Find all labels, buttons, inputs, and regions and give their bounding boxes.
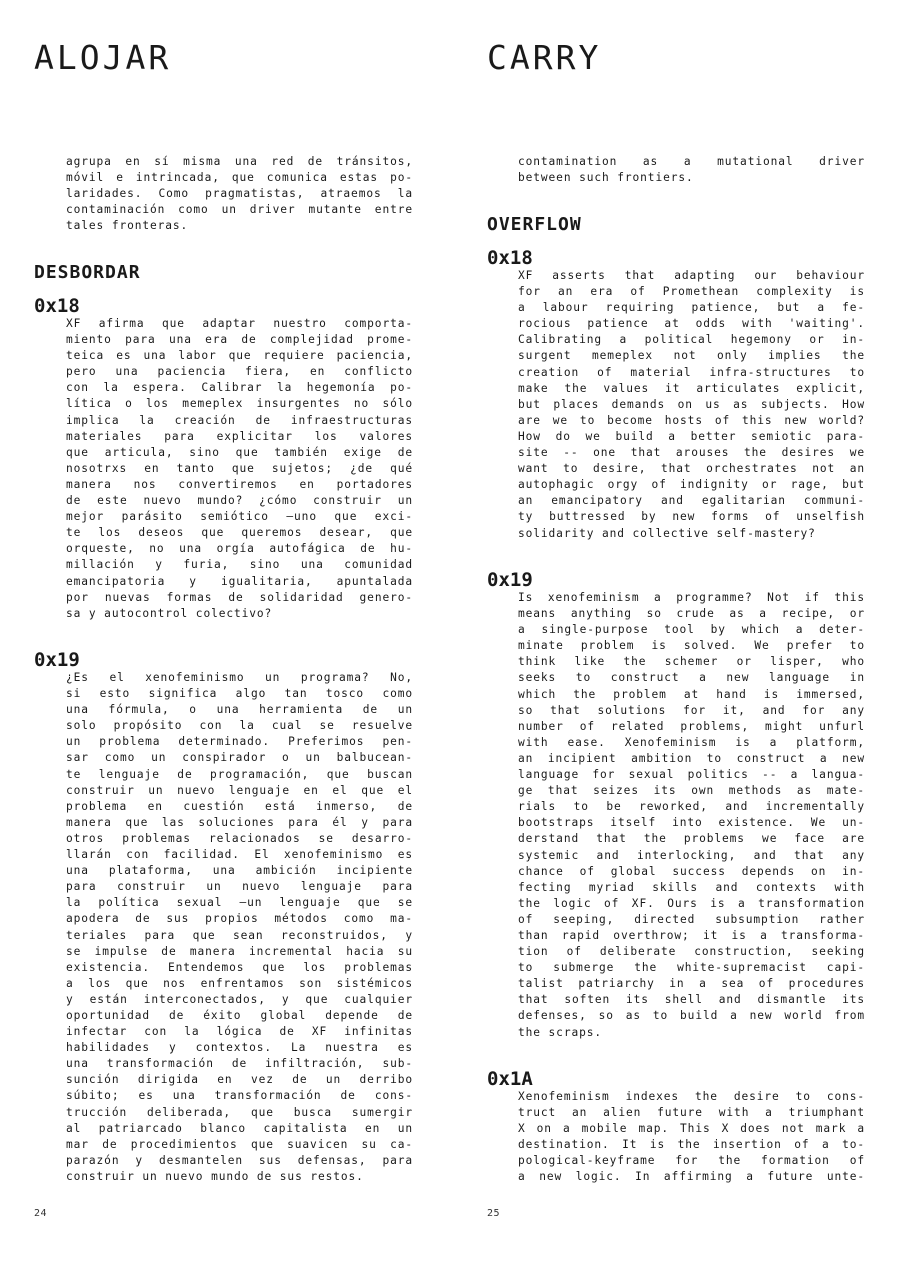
section-title: OVERFLOW xyxy=(487,214,582,235)
text-line: which the problem at hand is immersed, xyxy=(518,687,865,701)
text-line: X on a mobile map. This X does not mark a xyxy=(518,1122,865,1136)
text-line: laridades. Como pragmatistas, atraemos la xyxy=(66,187,413,201)
text-line: tales fronteras. xyxy=(66,219,189,233)
text-line: con la espera. Calibrar la hegemonía po- xyxy=(66,381,413,395)
text-line: a single-purpose tool by which a deter- xyxy=(518,623,865,637)
text-line: oportunidad de éxito global depende de xyxy=(66,1008,413,1022)
text-line: al patriarcado blanco capitalista en un xyxy=(66,1121,413,1135)
text-line: agrupa en sí misma una red de tránsitos, xyxy=(66,155,413,168)
text-line: implica la creación de infraestructuras xyxy=(66,413,413,427)
entry-code: 0x18 xyxy=(487,247,533,269)
entry-code: 0x1A xyxy=(487,1068,533,1090)
entry-paragraph xyxy=(518,268,865,542)
text-line: pero una paciencia fiera, en conflicto xyxy=(66,365,413,379)
text-line: la política sexual —un lenguaje que se xyxy=(66,896,413,910)
text-line: una fórmula, o una herramienta de un xyxy=(66,703,413,717)
text-line: with ease. Xenofeminism is a platform, xyxy=(518,735,865,749)
text-line: móvil e intrincada, que comunica estas po- xyxy=(66,171,413,185)
text-line: problema en cuestión está inmerso, de xyxy=(66,799,413,813)
text-line: contamination as a mutational driver xyxy=(518,155,865,168)
text-line: Calibrating a political hegemony or in- xyxy=(518,333,865,347)
text-line: que articula, sino que también exige de xyxy=(66,445,413,459)
text-line: sar como un conspirador o un balbucean- xyxy=(66,751,413,765)
text-line: bootstraps itself into existence. We un- xyxy=(518,816,865,830)
text-line: are we to become hosts of this new world? xyxy=(518,413,865,427)
intro-paragraph xyxy=(66,154,413,234)
text-line: trucción deliberada, que busca sumergir xyxy=(66,1105,413,1119)
text-line: otros problemas relacionados se desarro- xyxy=(66,831,413,845)
text-line: so that solutions for it, and for any xyxy=(518,703,865,717)
text-line: to submerge the white-supremacist capi- xyxy=(518,961,865,975)
text-line: parazón y desmantelen sus defensas, para xyxy=(66,1153,413,1167)
text-line: surgent memeplex not only implies the xyxy=(518,349,865,363)
text-line: mejor parásito semiótico —uno que exci- xyxy=(66,510,413,524)
entry-code: 0x19 xyxy=(487,569,533,591)
text-line: ty buttressed by new forms of unselfish xyxy=(518,510,865,524)
text-line: systemic and interlocking, and that any xyxy=(518,848,865,862)
text-line: un problema determinado. Preferimos pen- xyxy=(66,735,413,749)
text-line: How do we build a better semiotic para- xyxy=(518,429,865,443)
text-line: make the values it articulates explicit, xyxy=(518,381,865,395)
text-line: defenses, so as to build a new world from xyxy=(518,1009,865,1023)
text-line: a new logic. In affirming a future unte- xyxy=(518,1170,865,1184)
text-line: una transformación de infiltración, sub- xyxy=(66,1057,413,1071)
text-line: for an era of Promethean complexity is xyxy=(518,285,865,299)
text-line: para construir un nuevo lenguaje para xyxy=(66,880,413,894)
text-line: the scraps. xyxy=(518,1025,602,1039)
entry-paragraph xyxy=(66,316,413,622)
text-line: but places demands on us as subjects. How xyxy=(518,397,865,411)
entry-paragraph xyxy=(518,590,865,1041)
text-line: of seeping, directed subsumption rather xyxy=(518,912,865,926)
text-line: por nuevas formas de solidaridad genero- xyxy=(66,590,413,604)
text-line: want to desire, that orchestrates not an xyxy=(518,462,865,476)
text-line: solidarity and collective self-mastery? xyxy=(518,526,816,540)
page-title: CARRY xyxy=(487,38,602,77)
text-line: between such frontiers. xyxy=(518,171,694,185)
text-line: habilidades y contextos. La nuestra es xyxy=(66,1041,413,1055)
text-line: emancipatoria y igualitaria, apuntalada xyxy=(66,574,413,588)
text-line: manera nos convertiremos en portadores xyxy=(66,477,413,491)
text-line: miento para una era de complejidad prome- xyxy=(66,333,413,347)
text-line: manera que las soluciones para él y para xyxy=(66,815,413,829)
text-line: sunción dirigida en vez de un derribo xyxy=(66,1073,413,1087)
text-line: tion of deliberate construction, seeking xyxy=(518,945,865,959)
text-line: teriales para que sean reconstruidos, y xyxy=(66,928,413,942)
text-line: autophagic orgy of indignity or rage, but xyxy=(518,478,865,492)
text-line: XF asserts that adapting our behaviour xyxy=(518,269,865,282)
text-line: talist patriarchy in a sea of procedures xyxy=(518,977,865,991)
entry-code: 0x19 xyxy=(34,649,80,671)
text-line: think like the schemer or lisper, who xyxy=(518,655,865,669)
text-line: language for sexual politics -- a langua- xyxy=(518,768,865,782)
text-line: una plataforma, una ambición incipiente xyxy=(66,864,413,878)
text-line: rials to be reworked, and incrementally xyxy=(518,800,865,814)
text-line: means anything so crude as a recipe, or xyxy=(518,607,865,621)
text-line: rocious patience at odds with 'waiting'. xyxy=(518,317,865,331)
right-page xyxy=(453,0,906,1280)
text-line: construir un nuevo lenguaje en el que el xyxy=(66,783,413,797)
text-line: nosotrxs en tanto que sujetos; ¿de qué xyxy=(66,461,413,475)
text-line: creation of material infra-structures to xyxy=(518,365,865,379)
page-number: 24 xyxy=(34,1208,48,1219)
intro-paragraph xyxy=(518,154,865,186)
text-line: Xenofeminism indexes the desire to cons- xyxy=(518,1090,865,1103)
text-line: te los deseos que queremos desear, que xyxy=(66,526,413,540)
entry-paragraph xyxy=(518,1089,865,1186)
text-line: an emancipatory and egalitarian communi- xyxy=(518,494,865,508)
text-line: an incipient ambition to construct a new xyxy=(518,751,865,765)
text-line: infectar con la lógica de XF infinitas xyxy=(66,1025,413,1039)
text-line: te lenguaje de programación, que buscan xyxy=(66,767,413,781)
text-line: teica es una labor que requiere paciencia, xyxy=(66,349,413,363)
text-line: destination. It is the insertion of a to- xyxy=(518,1138,865,1152)
text-line: llarán con facilidad. El xenofeminismo es xyxy=(66,848,413,862)
text-line: súbito; es una transformación de cons- xyxy=(66,1089,413,1103)
entry-paragraph xyxy=(66,670,413,1185)
text-line: apodera de sus propios métodos como ma- xyxy=(66,912,413,926)
text-line: minate problem is solved. We prefer to xyxy=(518,639,865,653)
text-line: orqueste, no una orgía autofágica de hu- xyxy=(66,542,413,556)
text-line: materiales para explicitar los valores xyxy=(66,429,413,443)
text-line: number of related problems, might unfurl xyxy=(518,719,865,733)
entry-code: 0x18 xyxy=(34,295,80,317)
text-line: ¿Es el xenofeminismo un programa? No, xyxy=(66,671,413,684)
page-title: ALOJAR xyxy=(34,38,172,77)
text-line: a los que nos enfrentamos son sistémicos xyxy=(66,976,413,990)
text-line: XF afirma que adaptar nuestro comporta- xyxy=(66,317,413,330)
text-line: millación y furia, sino una comunidad xyxy=(66,558,413,572)
text-line: truct an alien future with a triumphant xyxy=(518,1106,865,1120)
text-line: seeks to construct a new language in xyxy=(518,671,865,685)
page-number: 25 xyxy=(487,1208,501,1219)
text-line: se impulse de manera incremental hacia su xyxy=(66,944,413,958)
text-line: de este nuevo mundo? ¿cómo construir un xyxy=(66,494,413,508)
text-line: than rapid overthrow; it is a transforma- xyxy=(518,928,865,942)
text-line: the logic of XF. Ours is a transformation xyxy=(518,896,865,910)
text-line: Is xenofeminism a programme? Not if this xyxy=(518,591,865,604)
text-line: that soften its shell and dismantle its xyxy=(518,993,865,1007)
text-line: pological-keyframe for the formation of xyxy=(518,1154,865,1168)
text-line: chance of global success depends on in- xyxy=(518,864,865,878)
text-line: ge that seizes its own methods as mate- xyxy=(518,784,865,798)
text-line: contaminación como un driver mutante entre xyxy=(66,203,413,217)
text-line: y están interconectados, y que cualquier xyxy=(66,992,413,1006)
text-line: si esto significa algo tan tosco como xyxy=(66,687,413,701)
text-line: fecting myriad skills and contexts with xyxy=(518,880,865,894)
text-line: sa y autocontrol colectivo? xyxy=(66,606,273,620)
text-line: mar de procedimientos que suavicen su ca- xyxy=(66,1137,413,1151)
text-line: solo propósito con la cual se resuelve xyxy=(66,719,413,733)
text-line: a labour requiring patience, but a fe- xyxy=(518,301,865,315)
text-line: lítica o los memeplex insurgentes no sólo xyxy=(66,397,413,411)
text-line: site -- one that arouses the desires we xyxy=(518,446,865,460)
section-title: DESBORDAR xyxy=(34,262,141,283)
text-line: derstand that the problems we face are xyxy=(518,832,865,846)
text-line: existencia. Entendemos que los problemas xyxy=(66,960,413,974)
text-line: construir un nuevo mundo de sus restos. xyxy=(66,1169,364,1183)
